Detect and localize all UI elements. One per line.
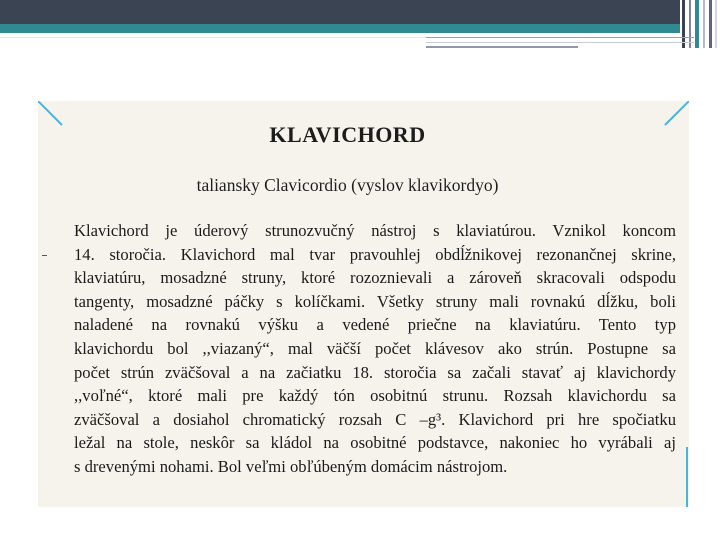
body-line: ,,voľné“, ktoré mali pre každý tón osobitnú strunu. Rozsah klavichordu sa (74, 386, 676, 406)
margin-mark (42, 255, 47, 256)
edge-mark-right (685, 447, 689, 507)
body-line: klaviatúru, mosadzné struny, ktoré rozoznievali a zároveň skracovali odspodu (74, 268, 676, 288)
document-body (74, 219, 676, 479)
divider-line (0, 37, 426, 38)
body-line: 14. storočia. Klavichord mal tvar pravouhlej obdĺžnikovej rezonančnej skrine, (74, 244, 676, 264)
body-line: Klavichord je úderový strunozvučný nástroj s klaviatúrou. Vznikol koncom (74, 221, 676, 240)
divider-line (426, 37, 694, 38)
divider-line (426, 42, 694, 43)
divider-line (426, 46, 578, 48)
body-line: počet strún zväčšoval a na začiatku 18. storočia sa začali stavať aj klavichordy (74, 362, 676, 382)
document-title: KLAVICHORD (269, 122, 426, 147)
body-line: tangenty, mosadzné páčky s kolíčkami. Všetky struny mali rovnakú dĺžku, boli (74, 291, 676, 311)
body-line: ležal na stole, neskôr sa kládol na osobitné podstavce, nakoniec ho vyrábali aj (74, 433, 676, 453)
body-line: zväčšoval a dosiahol chromatický rozsah C –g³. Klavichord pri hre spočiatku (74, 409, 676, 429)
slide-accent-bar (0, 24, 720, 33)
body-line: s drevenými nohami. Bol veľmi obľúbeným domácim nástrojom. (74, 456, 508, 476)
body-line: naladené na rovnakú výšku a vedené priečne na klaviatúru. Tento typ (74, 315, 676, 335)
document-subtitle: taliansky Clavicordio (vyslov klavikordyo) (196, 175, 499, 195)
corner-stripes-decoration (680, 0, 720, 48)
scanned-page (38, 101, 689, 507)
body-line: klavichordu bol ,,viazaný“, mal väčší počet klávesov ako strún. Postupne sa (74, 338, 676, 358)
slide-top-bar (0, 0, 720, 24)
